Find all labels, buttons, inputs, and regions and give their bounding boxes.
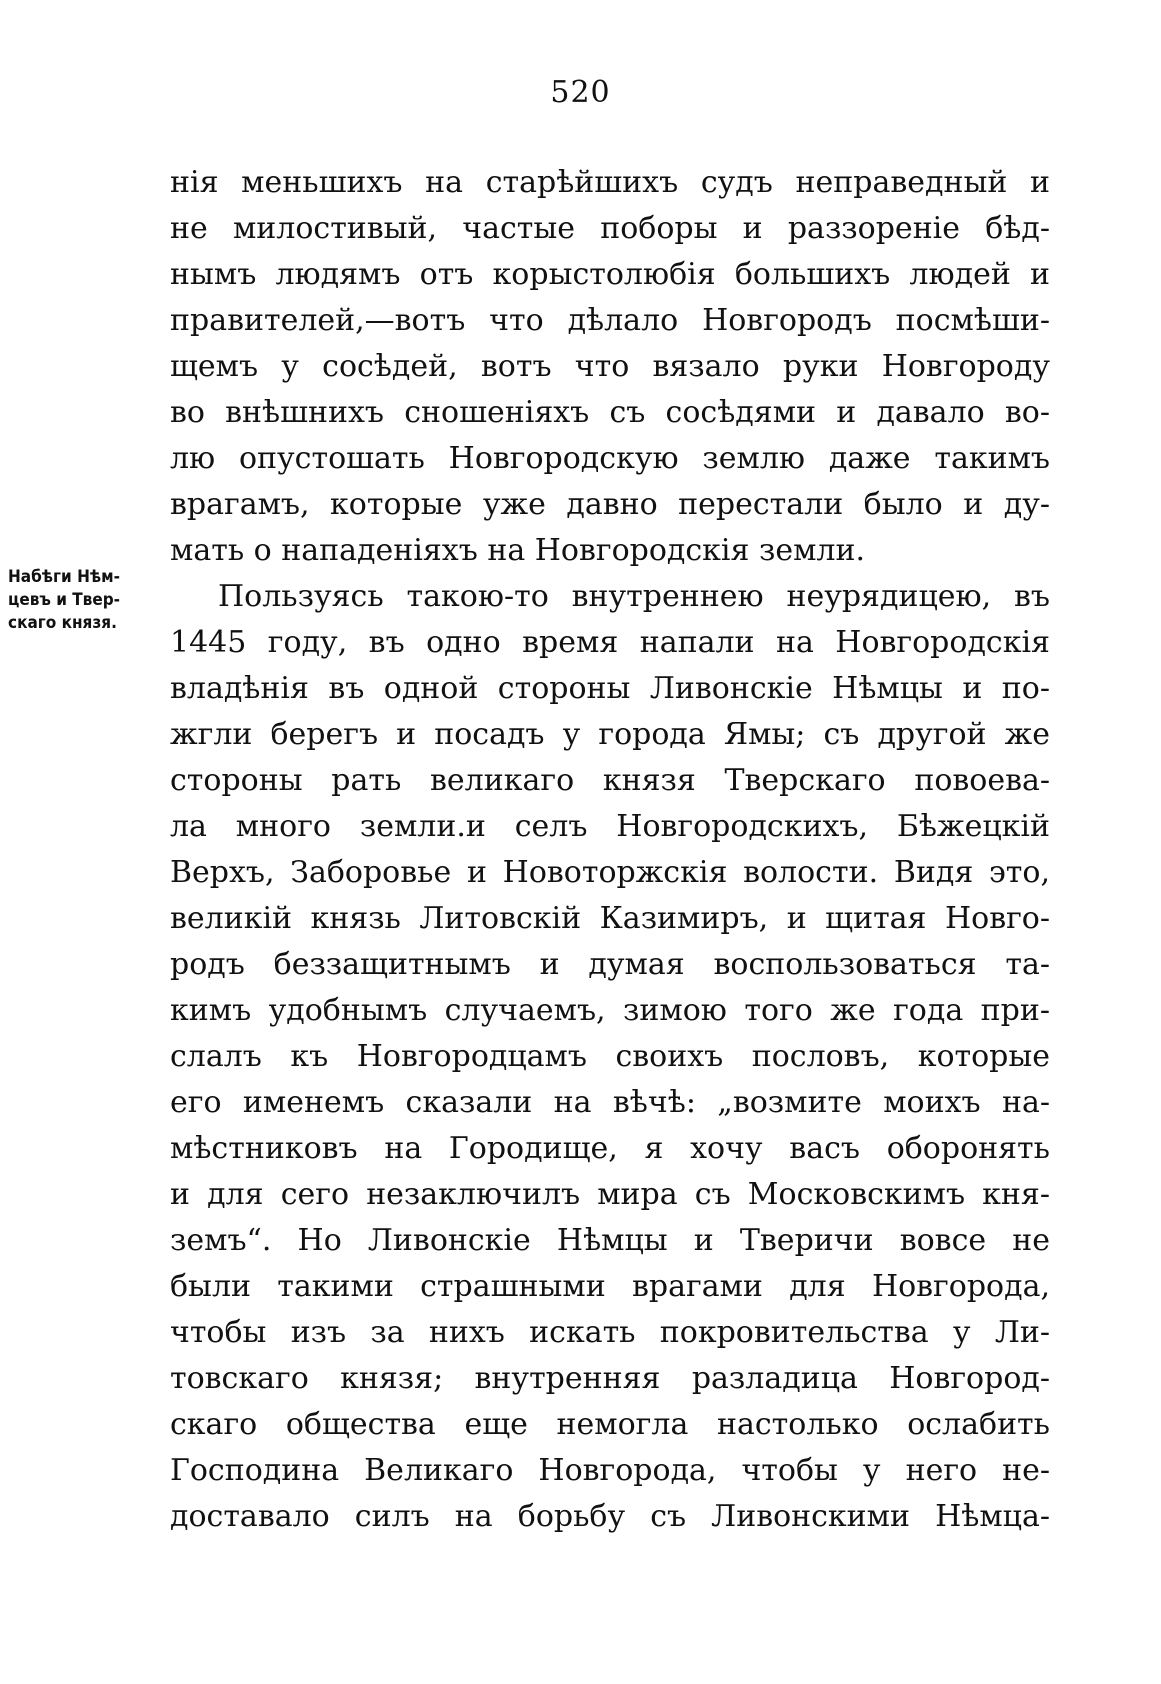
margin-note bbox=[8, 566, 160, 635]
text-line: родъ беззащитнымъ и думая воспользоваться та- bbox=[170, 947, 1050, 982]
text-line: лю опустошать Новгородскую землю даже такимъ bbox=[170, 441, 1050, 476]
text-line: нія меньшихъ на старѣйшихъ судъ неправедный и bbox=[170, 165, 1050, 200]
text-line: и для сего незаключилъ мира съ Московскимъ кня- bbox=[170, 1177, 1050, 1212]
text-line: правителей,—вотъ что дѣлало Новгородъ посмѣши- bbox=[170, 303, 1050, 338]
text-line: Верхъ, Заборовье и Новоторжскія волости. Видя это, bbox=[170, 855, 1050, 890]
body-text bbox=[170, 160, 1050, 1540]
text-line: великій князь Литовскій Казимиръ, и щитая Новго- bbox=[170, 901, 1050, 936]
text-line: мѣстниковъ на Городище, я хочу васъ оборонять bbox=[170, 1131, 1050, 1166]
text-line: земъ“. Но Ливонскіе Нѣмцы и Тверичи вовсе не bbox=[170, 1223, 1050, 1258]
text-line: врагамъ, которые уже давно перестали было и ду- bbox=[170, 487, 1050, 522]
text-line: стороны рать великаго князя Тверскаго повоева- bbox=[170, 763, 1050, 798]
text-line: не милостивый, частые поборы и раззореніе бѣд- bbox=[170, 211, 1050, 246]
text-line: владѣнія въ одной стороны Ливонскіе Нѣмцы и по- bbox=[170, 671, 1050, 706]
text-line: 1445 году, въ одно время напали на Новгородскія bbox=[170, 625, 1050, 660]
margin-note-line: скаго князя. bbox=[8, 613, 117, 633]
text-line: были такими страшными врагами для Новгорода, bbox=[170, 1269, 1050, 1304]
margin-note-line: Набѣги Нѣм- bbox=[8, 567, 120, 587]
text-line: его именемъ сказали на вѣчѣ: „возмите моихъ на- bbox=[170, 1085, 1050, 1120]
text-line: жгли берегъ и посадъ у города Ямы; съ другой же bbox=[170, 717, 1050, 752]
margin-note-line: цевъ и Твер- bbox=[8, 590, 121, 610]
text-line: нымъ людямъ отъ корыстолюбія большихъ людей и bbox=[170, 257, 1050, 292]
text-line: во внѣшнихъ сношеніяхъ съ сосѣдями и давало во- bbox=[170, 395, 1050, 430]
text-line: кимъ удобнымъ случаемъ, зимою того же года при- bbox=[170, 993, 1050, 1028]
text-line: ла много земли.и селъ Новгородскихъ, Бѣжецкій bbox=[170, 809, 1050, 844]
text-line: доставало силъ на борьбу съ Ливонскими Нѣмца- bbox=[170, 1499, 1050, 1534]
text-line: мать о нападеніяхъ на Новгородскія земли. bbox=[170, 533, 866, 568]
text-line: товскаго князя; внутренняя разладица Новгород- bbox=[170, 1361, 1050, 1396]
text-line: скаго общества еще немогла настолько ослабить bbox=[170, 1407, 1050, 1442]
page-number: 520 bbox=[550, 75, 611, 110]
paragraph-first-line: Пользуясь такою-то внутреннею неурядицею, въ bbox=[218, 579, 1050, 614]
text-line: слалъ къ Новгородцамъ своихъ пословъ, которые bbox=[170, 1039, 1050, 1074]
text-line: Господина Великаго Новгорода, чтобы у него не- bbox=[170, 1453, 1050, 1488]
text-line: щемъ у сосѣдей, вотъ что вязало руки Новгороду bbox=[170, 349, 1050, 384]
text-line: чтобы изъ за нихъ искать покровительства у Ли- bbox=[170, 1315, 1050, 1350]
